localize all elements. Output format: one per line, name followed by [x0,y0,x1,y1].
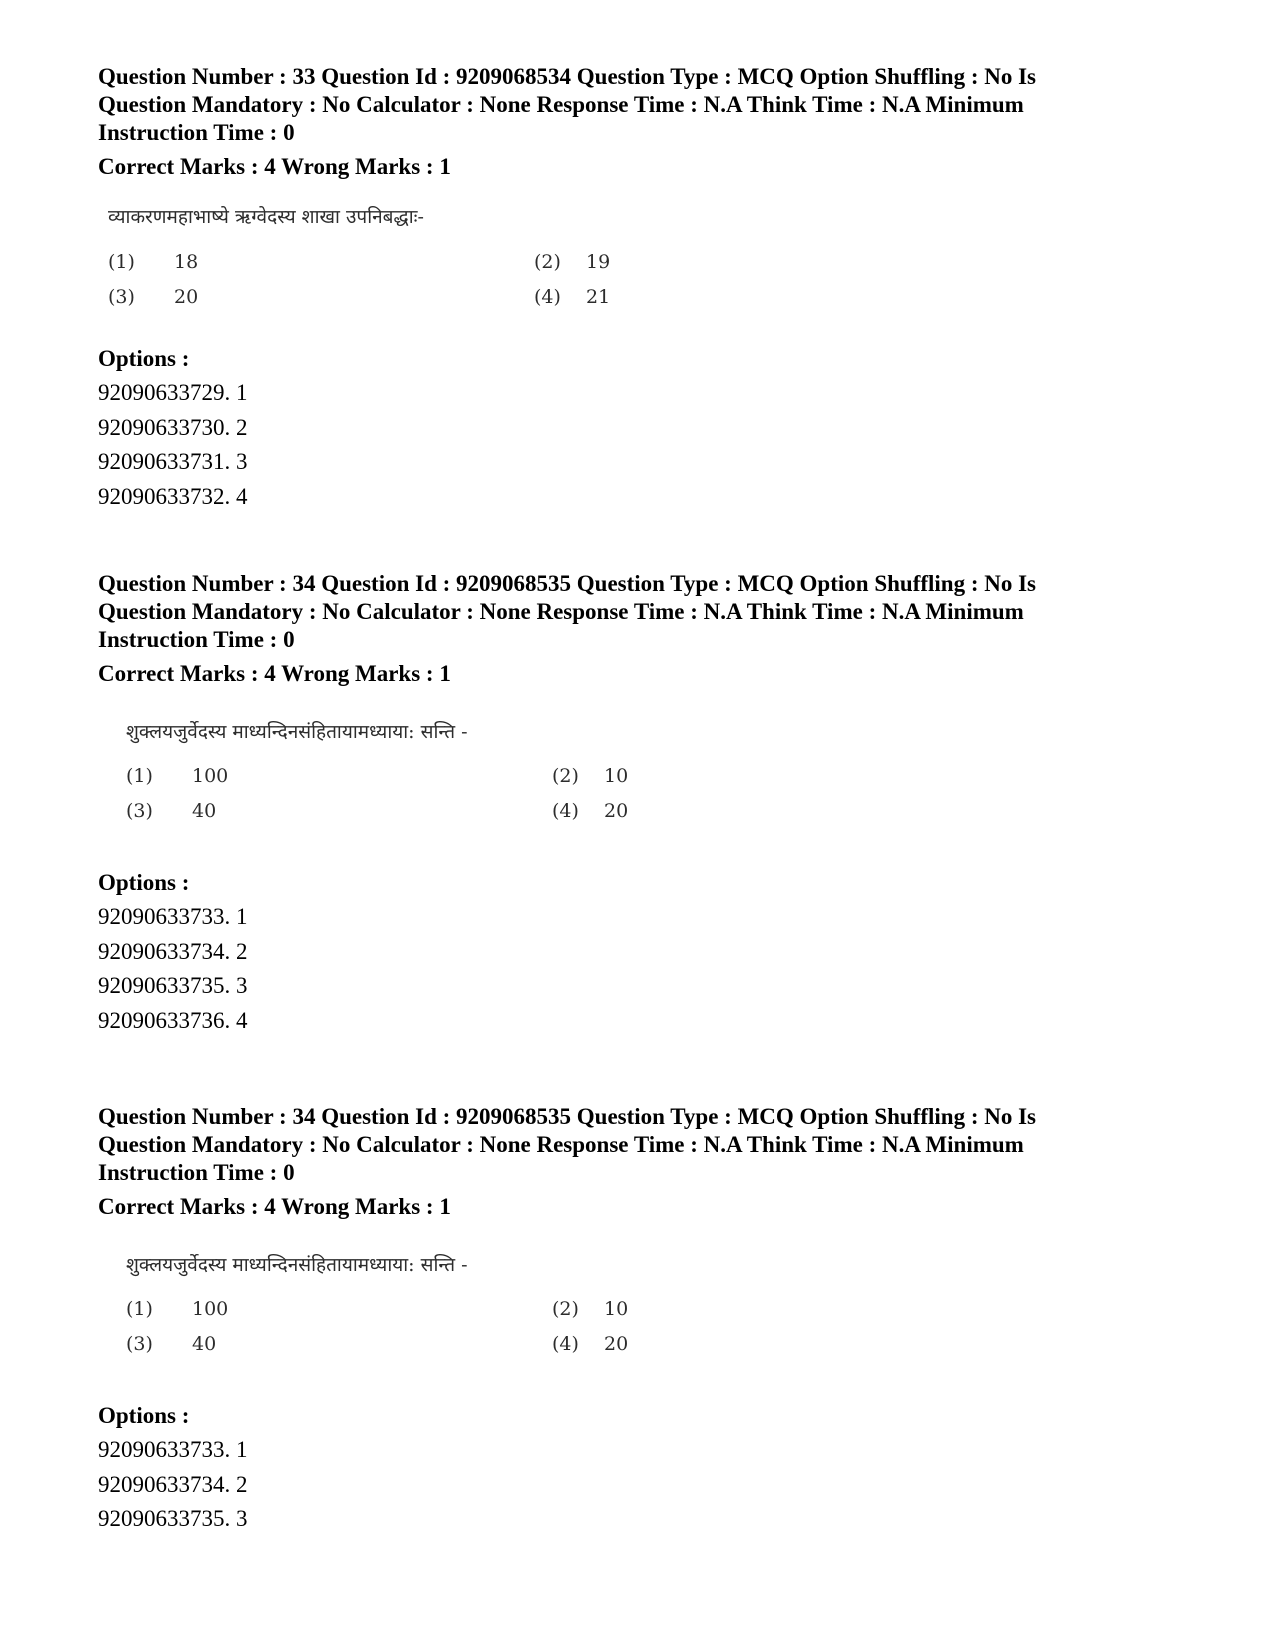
choice-number: (4) [534,286,561,308]
question-image [98,203,1178,328]
choice-number: (4) [552,800,579,822]
option-line: 92090633733. 1 [98,1437,248,1462]
option-line: 92090633736. 4 [98,1007,248,1033]
choice-value: 20 [604,1333,629,1355]
option-line: 92090633731. 3 [98,449,248,474]
choice-number: (1) [126,1298,153,1320]
choice-number: (2) [534,251,561,273]
question-meta-line: Instruction Time : 0 [98,1160,295,1185]
question-marks: Correct Marks : 4 Wrong Marks : 1 [98,1194,451,1219]
choice [552,1298,628,1320]
choice-value: 100 [192,765,229,787]
question-text: शुक्लयजुर्वेदस्य माध्यन्दिनसंहितायामध्याया: सन्ति - [126,721,468,743]
option-line: 92090633729. 1 [98,380,248,405]
choice-value: 40 [192,1333,217,1355]
option-line: 92090633735. 3 [98,973,248,998]
choice [126,1333,216,1355]
choice-value: 100 [192,1298,229,1320]
question-text: शुक्लयजुर्वेदस्य माध्यन्दिनसंहितायामध्याया: सन्ति - [126,1254,468,1276]
question-text: व्याकरणमहाभाष्ये ऋग्वेदस्य शाखा उपनिबद्धाः- [108,206,424,228]
choice [126,800,216,822]
question-meta-line: Instruction Time : 0 [98,120,295,145]
choice-value: 21 [586,286,611,308]
options-title: Options : [98,346,190,371]
question-meta-line: Question Number : 33 Question Id : 9209068534 Question Type : MCQ Option Shuffling : No Is [98,64,1037,89]
question-meta-line: Question Mandatory : No Calculator : None Response Time : N.A Think Time : N.A Minimum [98,599,1024,624]
choice [534,286,610,308]
choice-number: (3) [126,1333,153,1355]
question-block [98,1103,1178,1537]
choice [534,251,610,273]
question-marks: Correct Marks : 4 Wrong Marks : 1 [98,154,451,179]
option-line: 92090633734. 2 [98,938,248,964]
choice [108,251,198,273]
choice [126,1298,228,1320]
question-block [98,570,1178,1038]
choice [552,800,628,822]
choice [552,765,628,787]
option-line: 92090633732. 4 [98,483,248,509]
choice-number: (1) [126,765,153,787]
choice [552,1333,628,1355]
choice [126,765,228,787]
option-line: 92090633734. 2 [98,1471,248,1497]
choice-value: 10 [604,765,629,787]
question-meta-line: Question Mandatory : No Calculator : None Response Time : N.A Think Time : N.A Minimum [98,92,1024,117]
choice-number: (3) [126,800,153,822]
option-line: 92090633733. 1 [98,904,248,929]
choice [108,286,198,308]
question-meta-line: Question Mandatory : No Calculator : None Response Time : N.A Think Time : N.A Minimum [98,1132,1024,1157]
choice-value: 19 [586,251,611,273]
option-line: 92090633735. 3 [98,1506,248,1531]
question-block [98,63,1178,514]
question-image [98,718,1178,843]
question-meta-line: Question Number : 34 Question Id : 9209068535 Question Type : MCQ Option Shuffling : No Is [98,571,1037,596]
options-title: Options : [98,1403,190,1428]
choice-value: 20 [174,286,199,308]
choice-number: (4) [552,1333,579,1355]
question-meta-line: Question Number : 34 Question Id : 9209068535 Question Type : MCQ Option Shuffling : No Is [98,1104,1037,1129]
options-list [98,1433,1178,1537]
options-list [98,376,1178,514]
choice-number: (1) [108,251,135,273]
choice-value: 20 [604,800,629,822]
option-line: 92090633730. 2 [98,414,248,440]
question-marks: Correct Marks : 4 Wrong Marks : 1 [98,661,451,686]
choice-value: 18 [174,251,199,273]
question-image [98,1251,1178,1376]
choice-number: (2) [552,765,579,787]
options-list [98,900,1178,1038]
options-title: Options : [98,870,190,895]
question-meta-line: Instruction Time : 0 [98,627,295,652]
choice-number: (3) [108,286,135,308]
choice-number: (2) [552,1298,579,1320]
choice-value: 10 [604,1298,629,1320]
choice-value: 40 [192,800,217,822]
